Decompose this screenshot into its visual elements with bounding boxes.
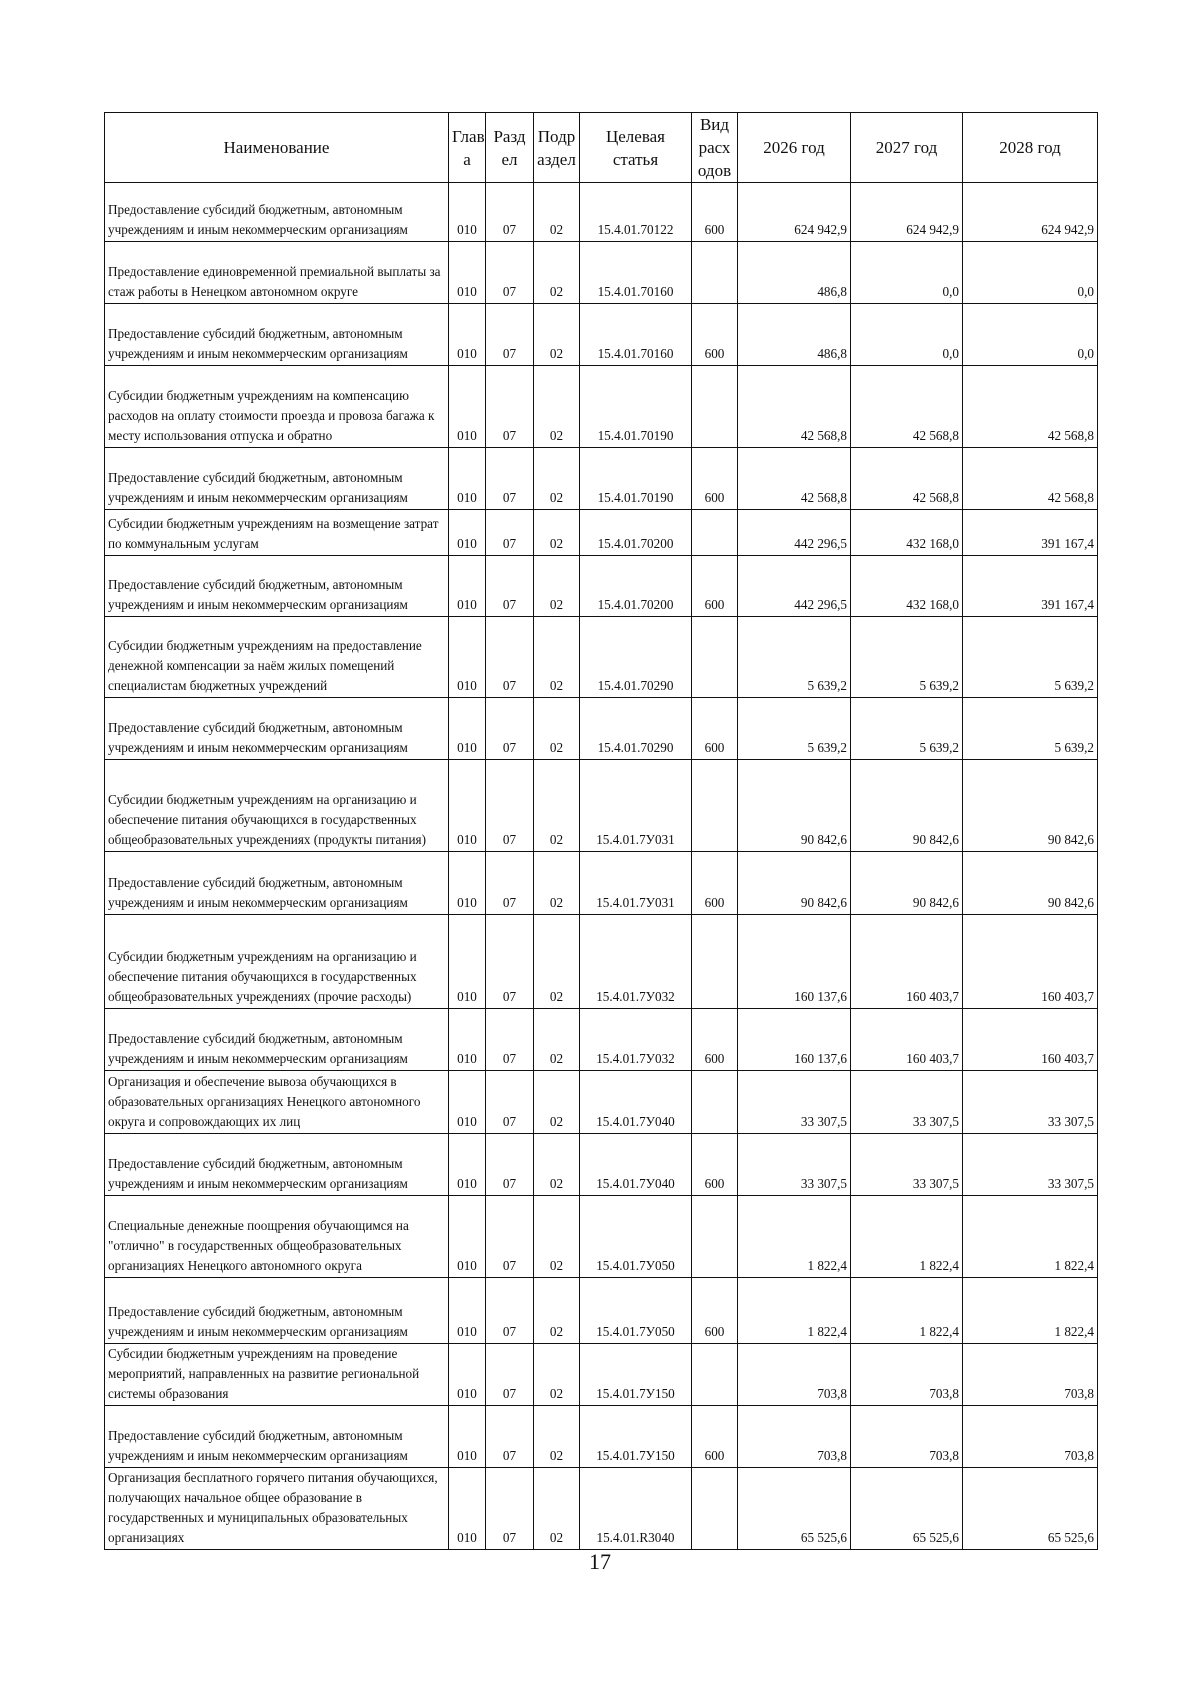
cell-podrazdel: 02 xyxy=(534,852,580,915)
cell-2026: 90 842,6 xyxy=(738,852,851,915)
cell-2026: 442 296,5 xyxy=(738,556,851,617)
cell-glava: 010 xyxy=(449,1009,486,1071)
cell-2027: 432 168,0 xyxy=(851,510,963,556)
cell-2026: 486,8 xyxy=(738,304,851,366)
cell-razdel: 07 xyxy=(486,1278,534,1344)
cell-2027: 90 842,6 xyxy=(851,852,963,915)
cell-name: Субсидии бюджетным учреждениям на организацию и обеспечение питания обучающихся в государственных общеобразовательных учреждениях (прочие расходы) xyxy=(105,915,449,1009)
cell-2026: 160 137,6 xyxy=(738,1009,851,1071)
table-row xyxy=(105,1196,1098,1278)
table-row xyxy=(105,366,1098,448)
cell-2028: 33 307,5 xyxy=(963,1071,1098,1134)
cell-article: 15.4.01.70200 xyxy=(580,510,692,556)
cell-vid xyxy=(692,617,738,698)
table-row xyxy=(105,617,1098,698)
cell-2027: 5 639,2 xyxy=(851,617,963,698)
cell-name: Субсидии бюджетным учреждениям на компенсацию расходов на оплату стоимости проезда и провоза багажа к месту использования отпуска и обратно xyxy=(105,366,449,448)
cell-2027: 33 307,5 xyxy=(851,1134,963,1196)
cell-vid: 600 xyxy=(692,1406,738,1468)
cell-glava: 010 xyxy=(449,448,486,510)
table-row xyxy=(105,1406,1098,1468)
cell-podrazdel: 02 xyxy=(534,1134,580,1196)
cell-razdel: 07 xyxy=(486,760,534,852)
cell-2026: 1 822,4 xyxy=(738,1278,851,1344)
cell-podrazdel: 02 xyxy=(534,1196,580,1278)
cell-podrazdel: 02 xyxy=(534,1278,580,1344)
cell-razdel: 07 xyxy=(486,366,534,448)
cell-2028: 391 167,4 xyxy=(963,556,1098,617)
cell-2028: 90 842,6 xyxy=(963,760,1098,852)
cell-vid xyxy=(692,915,738,1009)
cell-name: Предоставление субсидий бюджетным, автономным учреждениям и иным некоммерческим организациям xyxy=(105,1278,449,1344)
cell-2027: 90 842,6 xyxy=(851,760,963,852)
table-row xyxy=(105,556,1098,617)
cell-name: Организация бесплатного горячего питания обучающихся, получающих начальное общее образование в государственных и муниципальных образовательных организациях xyxy=(105,1468,449,1550)
cell-podrazdel: 02 xyxy=(534,1468,580,1550)
cell-article: 15.4.01.70290 xyxy=(580,698,692,760)
cell-2026: 5 639,2 xyxy=(738,617,851,698)
cell-article: 15.4.01.7У031 xyxy=(580,852,692,915)
cell-2026: 486,8 xyxy=(738,242,851,304)
cell-article: 15.4.01.70290 xyxy=(580,617,692,698)
cell-2026: 90 842,6 xyxy=(738,760,851,852)
table-row xyxy=(105,1344,1098,1406)
cell-2028: 624 942,9 xyxy=(963,183,1098,242)
cell-glava: 010 xyxy=(449,1134,486,1196)
table-row xyxy=(105,1071,1098,1134)
cell-razdel: 07 xyxy=(486,1009,534,1071)
cell-2028: 0,0 xyxy=(963,304,1098,366)
cell-vid: 600 xyxy=(692,183,738,242)
cell-2026: 703,8 xyxy=(738,1406,851,1468)
cell-glava: 010 xyxy=(449,366,486,448)
table-row xyxy=(105,1009,1098,1071)
cell-2028: 90 842,6 xyxy=(963,852,1098,915)
cell-2027: 703,8 xyxy=(851,1344,963,1406)
cell-article: 15.4.01.70160 xyxy=(580,242,692,304)
cell-name: Предоставление субсидий бюджетным, автономным учреждениям и иным некоммерческим организациям xyxy=(105,448,449,510)
cell-2027: 42 568,8 xyxy=(851,366,963,448)
cell-2026: 703,8 xyxy=(738,1344,851,1406)
cell-2028: 160 403,7 xyxy=(963,1009,1098,1071)
cell-razdel: 07 xyxy=(486,915,534,1009)
cell-2028: 391 167,4 xyxy=(963,510,1098,556)
cell-vid: 600 xyxy=(692,698,738,760)
cell-razdel: 07 xyxy=(486,1196,534,1278)
cell-name: Субсидии бюджетным учреждениям на проведение мероприятий, направленных на развитие региональной системы образования xyxy=(105,1344,449,1406)
table-row xyxy=(105,760,1098,852)
table-row xyxy=(105,852,1098,915)
cell-name: Предоставление субсидий бюджетным, автономным учреждениям и иным некоммерческим организациям xyxy=(105,1009,449,1071)
cell-razdel: 07 xyxy=(486,183,534,242)
cell-vid xyxy=(692,1468,738,1550)
col-header-glava: Глав а xyxy=(449,113,486,183)
cell-vid: 600 xyxy=(692,304,738,366)
cell-glava: 010 xyxy=(449,698,486,760)
cell-razdel: 07 xyxy=(486,1071,534,1134)
cell-razdel: 07 xyxy=(486,304,534,366)
cell-article: 15.4.01.70200 xyxy=(580,556,692,617)
cell-2026: 65 525,6 xyxy=(738,1468,851,1550)
cell-vid: 600 xyxy=(692,448,738,510)
cell-2027: 703,8 xyxy=(851,1406,963,1468)
cell-podrazdel: 02 xyxy=(534,1344,580,1406)
table-row xyxy=(105,183,1098,242)
cell-article: 15.4.01.7У040 xyxy=(580,1134,692,1196)
cell-name: Предоставление субсидий бюджетным, автономным учреждениям и иным некоммерческим организациям xyxy=(105,183,449,242)
cell-podrazdel: 02 xyxy=(534,510,580,556)
cell-vid: 600 xyxy=(692,1278,738,1344)
cell-vid xyxy=(692,366,738,448)
budget-table xyxy=(104,112,1098,1550)
cell-podrazdel: 02 xyxy=(534,304,580,366)
cell-vid xyxy=(692,760,738,852)
cell-2027: 432 168,0 xyxy=(851,556,963,617)
cell-glava: 010 xyxy=(449,760,486,852)
cell-name: Предоставление субсидий бюджетным, автономным учреждениям и иным некоммерческим организациям xyxy=(105,1134,449,1196)
cell-2027: 33 307,5 xyxy=(851,1071,963,1134)
col-header-vid: Вид расх одов xyxy=(692,113,738,183)
cell-2026: 1 822,4 xyxy=(738,1196,851,1278)
cell-article: 15.4.01.R3040 xyxy=(580,1468,692,1550)
cell-vid xyxy=(692,1344,738,1406)
cell-2027: 1 822,4 xyxy=(851,1278,963,1344)
col-header-2027: 2027 год xyxy=(851,113,963,183)
cell-vid: 600 xyxy=(692,556,738,617)
cell-2026: 33 307,5 xyxy=(738,1134,851,1196)
cell-2028: 42 568,8 xyxy=(963,366,1098,448)
col-header-razdel: Разд ел xyxy=(486,113,534,183)
cell-vid xyxy=(692,510,738,556)
cell-2026: 33 307,5 xyxy=(738,1071,851,1134)
cell-razdel: 07 xyxy=(486,510,534,556)
cell-vid xyxy=(692,242,738,304)
cell-name: Организация и обеспечение вывоза обучающихся в образовательных организациях Ненецкого автономного округа и сопровождающих их лиц xyxy=(105,1071,449,1134)
cell-podrazdel: 02 xyxy=(534,448,580,510)
cell-podrazdel: 02 xyxy=(534,760,580,852)
cell-name: Предоставление субсидий бюджетным, автономным учреждениям и иным некоммерческим организациям xyxy=(105,556,449,617)
cell-podrazdel: 02 xyxy=(534,617,580,698)
cell-2027: 65 525,6 xyxy=(851,1468,963,1550)
cell-vid: 600 xyxy=(692,852,738,915)
cell-razdel: 07 xyxy=(486,556,534,617)
cell-glava: 010 xyxy=(449,1278,486,1344)
cell-glava: 010 xyxy=(449,1344,486,1406)
cell-razdel: 07 xyxy=(486,1134,534,1196)
cell-glava: 010 xyxy=(449,1468,486,1550)
cell-podrazdel: 02 xyxy=(534,1009,580,1071)
col-header-2026: 2026 год xyxy=(738,113,851,183)
cell-article: 15.4.01.70190 xyxy=(580,366,692,448)
cell-2027: 0,0 xyxy=(851,304,963,366)
page-number: 17 xyxy=(589,1549,611,1574)
cell-name: Специальные денежные поощрения обучающимся на "отлично" в государственных общеобразовательных организациях Ненецкого автономного округа xyxy=(105,1196,449,1278)
cell-razdel: 07 xyxy=(486,852,534,915)
cell-name: Предоставление субсидий бюджетным, автономным учреждениям и иным некоммерческим организациям xyxy=(105,698,449,760)
cell-2028: 1 822,4 xyxy=(963,1196,1098,1278)
cell-podrazdel: 02 xyxy=(534,1071,580,1134)
cell-glava: 010 xyxy=(449,510,486,556)
table-row xyxy=(105,1468,1098,1550)
table-body xyxy=(105,183,1098,1550)
cell-vid: 600 xyxy=(692,1009,738,1071)
cell-2028: 42 568,8 xyxy=(963,448,1098,510)
cell-razdel: 07 xyxy=(486,1406,534,1468)
cell-podrazdel: 02 xyxy=(534,915,580,1009)
cell-article: 15.4.01.70190 xyxy=(580,448,692,510)
table-row xyxy=(105,698,1098,760)
table-row xyxy=(105,915,1098,1009)
cell-2028: 33 307,5 xyxy=(963,1134,1098,1196)
cell-razdel: 07 xyxy=(486,698,534,760)
cell-article: 15.4.01.7У150 xyxy=(580,1344,692,1406)
cell-razdel: 07 xyxy=(486,1468,534,1550)
cell-2027: 624 942,9 xyxy=(851,183,963,242)
cell-razdel: 07 xyxy=(486,1344,534,1406)
cell-glava: 010 xyxy=(449,183,486,242)
cell-2028: 5 639,2 xyxy=(963,698,1098,760)
cell-podrazdel: 02 xyxy=(534,1406,580,1468)
cell-name: Предоставление субсидий бюджетным, автономным учреждениям и иным некоммерческим организациям xyxy=(105,1406,449,1468)
cell-2028: 703,8 xyxy=(963,1406,1098,1468)
cell-2028: 703,8 xyxy=(963,1344,1098,1406)
cell-2026: 5 639,2 xyxy=(738,698,851,760)
cell-glava: 010 xyxy=(449,852,486,915)
cell-vid: 600 xyxy=(692,1134,738,1196)
cell-2026: 160 137,6 xyxy=(738,915,851,1009)
col-header-article: Целевая статья xyxy=(580,113,692,183)
cell-razdel: 07 xyxy=(486,448,534,510)
cell-article: 15.4.01.70160 xyxy=(580,304,692,366)
cell-2026: 42 568,8 xyxy=(738,448,851,510)
cell-podrazdel: 02 xyxy=(534,366,580,448)
cell-article: 15.4.01.7У150 xyxy=(580,1406,692,1468)
cell-article: 15.4.01.7У032 xyxy=(580,915,692,1009)
cell-2028: 160 403,7 xyxy=(963,915,1098,1009)
cell-2028: 5 639,2 xyxy=(963,617,1098,698)
cell-glava: 010 xyxy=(449,556,486,617)
cell-glava: 010 xyxy=(449,1196,486,1278)
cell-2027: 42 568,8 xyxy=(851,448,963,510)
cell-glava: 010 xyxy=(449,242,486,304)
cell-name: Предоставление единовременной премиальной выплаты за стаж работы в Ненецком автономном округе xyxy=(105,242,449,304)
cell-name: Субсидии бюджетным учреждениям на возмещение затрат по коммунальным услугам xyxy=(105,510,449,556)
col-header-podrazdel: Подр аздел xyxy=(534,113,580,183)
table-row xyxy=(105,1278,1098,1344)
cell-podrazdel: 02 xyxy=(534,242,580,304)
cell-name: Предоставление субсидий бюджетным, автономным учреждениям и иным некоммерческим организациям xyxy=(105,304,449,366)
cell-podrazdel: 02 xyxy=(534,183,580,242)
table-row xyxy=(105,1134,1098,1196)
cell-2026: 442 296,5 xyxy=(738,510,851,556)
table-row xyxy=(105,304,1098,366)
cell-glava: 010 xyxy=(449,304,486,366)
cell-article: 15.4.01.7У031 xyxy=(580,760,692,852)
cell-article: 15.4.01.7У032 xyxy=(580,1009,692,1071)
cell-2028: 0,0 xyxy=(963,242,1098,304)
cell-2026: 624 942,9 xyxy=(738,183,851,242)
cell-podrazdel: 02 xyxy=(534,556,580,617)
cell-2027: 160 403,7 xyxy=(851,915,963,1009)
cell-article: 15.4.01.7У050 xyxy=(580,1278,692,1344)
cell-glava: 010 xyxy=(449,915,486,1009)
table-row xyxy=(105,242,1098,304)
cell-article: 15.4.01.7У040 xyxy=(580,1071,692,1134)
cell-2026: 42 568,8 xyxy=(738,366,851,448)
cell-podrazdel: 02 xyxy=(534,698,580,760)
cell-razdel: 07 xyxy=(486,617,534,698)
cell-2027: 160 403,7 xyxy=(851,1009,963,1071)
cell-vid xyxy=(692,1196,738,1278)
cell-2028: 65 525,6 xyxy=(963,1468,1098,1550)
cell-2028: 1 822,4 xyxy=(963,1278,1098,1344)
cell-name: Субсидии бюджетным учреждениям на организацию и обеспечение питания обучающихся в государственных общеобразовательных учреждениях (продукты питания) xyxy=(105,760,449,852)
cell-article: 15.4.01.70122 xyxy=(580,183,692,242)
col-header-name: Наименование xyxy=(105,113,449,183)
cell-article: 15.4.01.7У050 xyxy=(580,1196,692,1278)
cell-2027: 0,0 xyxy=(851,242,963,304)
cell-glava: 010 xyxy=(449,1071,486,1134)
cell-glava: 010 xyxy=(449,1406,486,1468)
cell-name: Субсидии бюджетным учреждениям на предоставление денежной компенсации за наём жилых помещений специалистам бюджетных учреждений xyxy=(105,617,449,698)
cell-vid xyxy=(692,1071,738,1134)
table-row xyxy=(105,448,1098,510)
cell-glava: 010 xyxy=(449,617,486,698)
table-row xyxy=(105,510,1098,556)
cell-razdel: 07 xyxy=(486,242,534,304)
cell-2027: 5 639,2 xyxy=(851,698,963,760)
col-header-2028: 2028 год xyxy=(963,113,1098,183)
cell-2027: 1 822,4 xyxy=(851,1196,963,1278)
cell-name: Предоставление субсидий бюджетным, автономным учреждениям и иным некоммерческим организациям xyxy=(105,852,449,915)
header-row xyxy=(105,113,1098,183)
